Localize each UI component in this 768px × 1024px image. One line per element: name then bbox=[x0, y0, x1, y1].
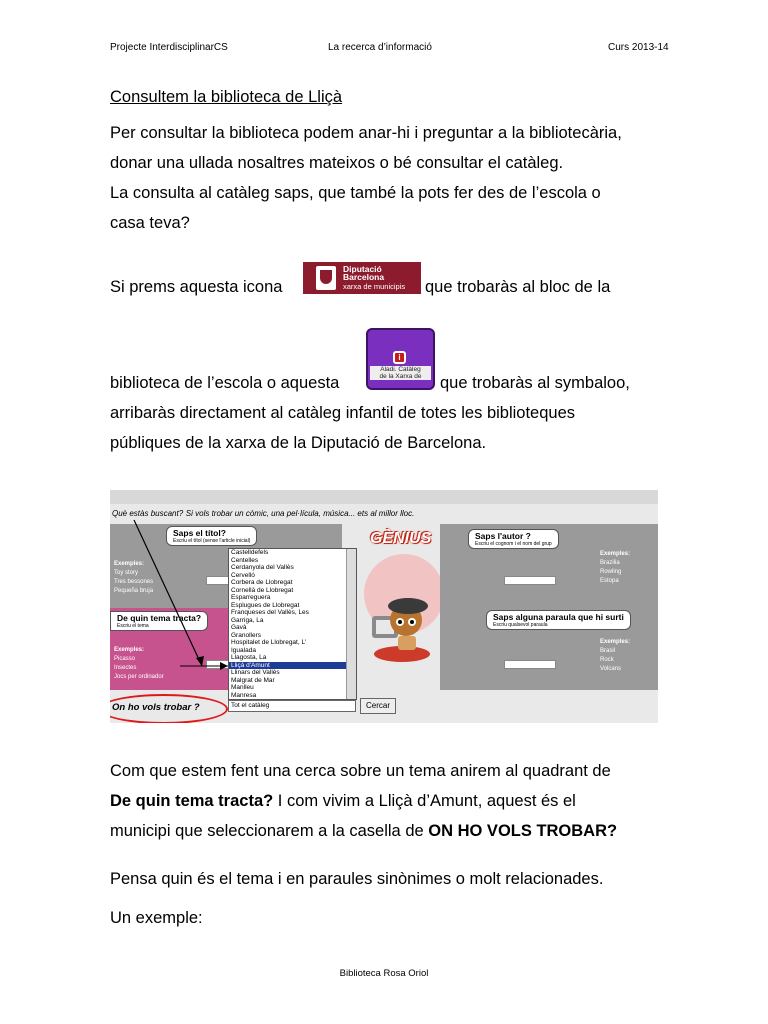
title-bubble-sub: Escriu el títol (sense l'article inicial) bbox=[173, 538, 251, 544]
topic-example-2: Insectes bbox=[114, 665, 137, 671]
author-bubble-sub: Escriu el cognom i el nom del grup bbox=[475, 541, 552, 547]
municipality-option[interactable]: Malgrat de Mar bbox=[231, 676, 275, 684]
catalog-shortcut-caption-line-1: Aladi. Catàleg bbox=[380, 366, 421, 373]
title-example-1: Toy story bbox=[114, 570, 139, 576]
after-line-3 bbox=[110, 816, 617, 846]
title-example-2: Tres bessones bbox=[114, 579, 154, 585]
word-bubble-sub: Escriu qualsevol paraula bbox=[493, 622, 548, 628]
symbaloo-sentence-line-3: públiques de la xarxa de la Diputació de Barcelona. bbox=[110, 434, 487, 452]
municipality-option[interactable]: Llinars del Vallès bbox=[231, 669, 280, 676]
where-label: On ho vols trobar ? bbox=[112, 702, 200, 713]
diputacio-badge-line-3: xarxa de municipis bbox=[343, 282, 406, 291]
author-example-2: Rowling bbox=[600, 569, 622, 575]
catalog-shortcut-button[interactable] bbox=[366, 328, 435, 390]
after-line-2-rest: I com vivim a Lliçà d’Amunt, aquest és el bbox=[273, 792, 576, 810]
author-example-3: Estopa bbox=[600, 578, 619, 584]
municipality-option[interactable]: Manlleu bbox=[231, 684, 254, 691]
header-left: Projecte InterdisciplinarCS bbox=[110, 42, 228, 53]
intro-line-2: donar una ullada nosaltres mateixos o bé consultar el catàleg. bbox=[110, 154, 564, 172]
municipality-option[interactable]: Esparreguera bbox=[231, 594, 271, 601]
catalog-select-value: Tot el catàleg bbox=[231, 702, 270, 709]
diputacio-badge-line-1: Diputació bbox=[343, 264, 382, 274]
word-example-3: Volcans bbox=[600, 666, 622, 672]
after-line-2 bbox=[110, 786, 576, 816]
municipality-option[interactable]: Franqueses del Vallès, Les bbox=[231, 609, 309, 616]
municipality-option[interactable]: Garriga, La bbox=[231, 616, 264, 624]
municipality-option[interactable]: Cornellà de Llobregat bbox=[231, 586, 294, 594]
topic-bubble-sub: Escriu el tema bbox=[117, 623, 149, 629]
think-paragraph: Pensa quin és el tema i en paraules sinònimes o molt relacionades. bbox=[110, 870, 604, 888]
word-example-2: Rock bbox=[600, 657, 614, 663]
symbaloo-sentence-line-2: arribaràs directament al catàleg infantil de totes les biblioteques bbox=[110, 404, 576, 422]
mascot-name: GÈNIUS bbox=[370, 530, 432, 547]
author-bubble-label: Saps l'autor ? bbox=[475, 531, 531, 541]
municipality-option[interactable]: Castelldefels bbox=[231, 549, 269, 556]
page-footer: Biblioteca Rosa Oriol bbox=[339, 968, 429, 979]
municipality-option[interactable]: Manresa bbox=[231, 691, 257, 699]
where-label-circle bbox=[110, 694, 228, 723]
topic-examples-label: Exemples: bbox=[114, 647, 145, 653]
municipality-option[interactable]: Llagosta, La bbox=[231, 654, 267, 661]
municipality-option[interactable]: Cervelló bbox=[231, 571, 255, 579]
screenshot-subtitle: Si vols trobar un còmic, una pel·lícula, música... ets al millor lloc. bbox=[185, 509, 415, 518]
symbaloo-sentence-after: que trobaràs al symbaloo, bbox=[440, 374, 630, 392]
word-example-1: Brasil bbox=[600, 648, 616, 654]
intro-line-3: La consulta al catàleg saps, que també la pots fer des de l’escola o bbox=[110, 184, 601, 202]
municipality-option[interactable]: Hospitalet de Llobregat, L' bbox=[231, 639, 307, 646]
diputacio-barcelona-badge[interactable] bbox=[303, 262, 421, 294]
pointer-arrow-icon bbox=[110, 490, 658, 723]
title-examples-label: Exemples: bbox=[114, 561, 145, 567]
icon-sentence-before: Si prems aquesta icona bbox=[110, 278, 283, 296]
after-line-1: Com que estem fent una cerca sobre un tema anirem al quadrant de bbox=[110, 762, 611, 780]
author-example-1: Brazilia bbox=[600, 560, 620, 566]
icon-sentence-after: que trobaràs al bloc de la bbox=[425, 278, 611, 296]
author-examples-label: Exemples: bbox=[600, 551, 631, 557]
topic-bubble-label: De quin tema tracta? bbox=[117, 613, 202, 623]
page-heading: Consultem la biblioteca de Lliçà bbox=[110, 88, 343, 106]
diputacio-logo-icon bbox=[316, 266, 336, 290]
search-button[interactable]: Cercar bbox=[360, 698, 396, 714]
header-center: La recerca d’informació bbox=[328, 42, 432, 53]
word-bubble-label: Saps alguna paraula que hi surti bbox=[493, 612, 624, 622]
where-emphasis: ON HO VOLS TROBAR? bbox=[428, 822, 618, 840]
info-icon: i bbox=[393, 351, 406, 364]
municipality-option-selected[interactable]: Lliçà d'Amunt bbox=[229, 662, 356, 670]
title-bubble-label: Saps el títol? bbox=[173, 528, 226, 538]
example-label: Un exemple: bbox=[110, 909, 203, 927]
topic-example-1: Picasso bbox=[114, 656, 136, 662]
municipality-option[interactable]: Granollers bbox=[231, 631, 261, 639]
municipality-option[interactable]: Cerdanyola del Vallès bbox=[231, 564, 294, 571]
word-examples-label: Exemples: bbox=[600, 639, 631, 645]
topic-emphasis: De quin tema tracta? bbox=[110, 792, 274, 810]
intro-line-1: Per consultar la biblioteca podem anar-hi i preguntar a la bibliotecària, bbox=[110, 124, 622, 142]
topic-example-3: Jocs per ordinador bbox=[114, 674, 164, 680]
title-example-3: Pequeña bruja bbox=[114, 588, 154, 594]
catalog-shortcut-caption-line-2: de la Xarxa de bbox=[379, 373, 422, 380]
municipality-option[interactable]: Igualada bbox=[231, 646, 256, 654]
header-right: Curs 2013-14 bbox=[608, 42, 669, 53]
catalog-shortcut-caption bbox=[370, 366, 431, 380]
intro-line-4: casa teva? bbox=[110, 214, 190, 232]
diputacio-badge-line-2: Barcelona bbox=[343, 272, 385, 282]
catalog-select[interactable] bbox=[228, 700, 356, 712]
municipality-option[interactable]: Centelles bbox=[231, 556, 259, 564]
municipality-option[interactable]: Gavà bbox=[231, 624, 247, 631]
screenshot-title-text: Què estàs buscant? bbox=[112, 509, 184, 518]
municipality-option[interactable]: Corbera de Llobregat bbox=[231, 579, 293, 586]
symbaloo-sentence-before: biblioteca de l’escola o aquesta bbox=[110, 374, 340, 392]
after-line-3-text: municipi que seleccionarem a la casella de bbox=[110, 822, 429, 840]
catalog-search-screenshot bbox=[110, 490, 658, 723]
municipality-option[interactable]: Esplugues de Llobregat bbox=[231, 601, 300, 609]
